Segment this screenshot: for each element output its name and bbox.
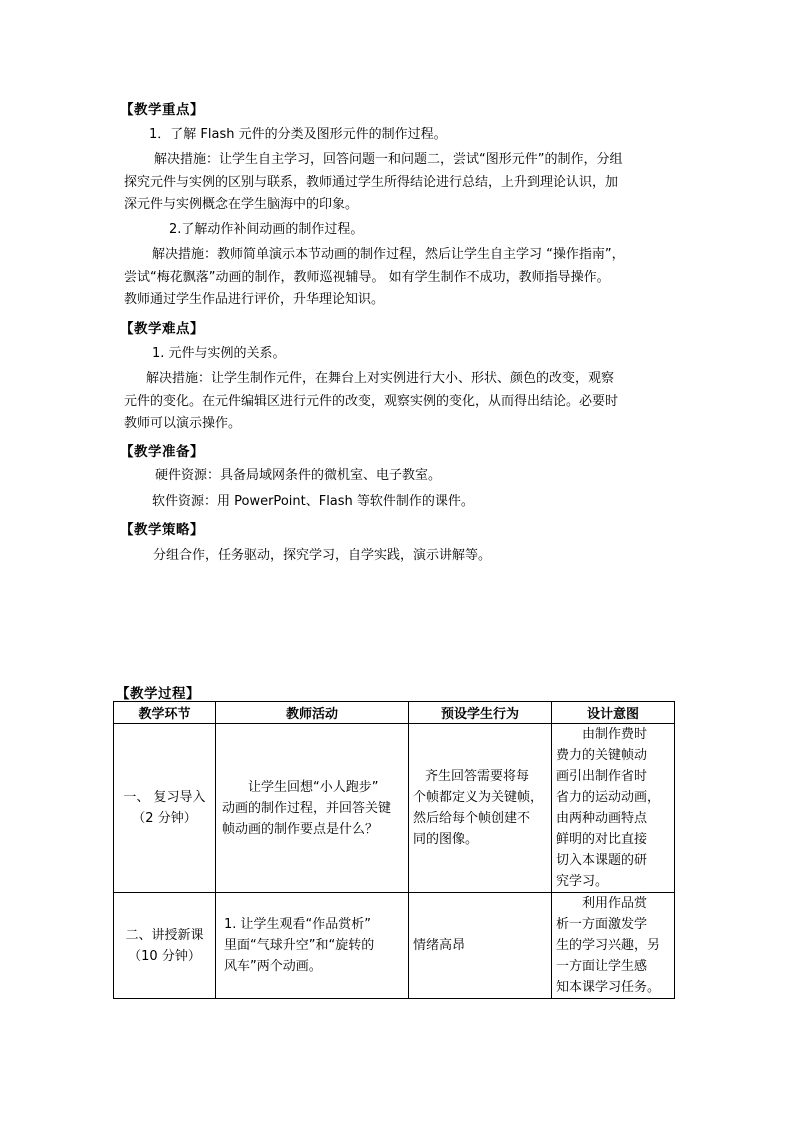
text-line: 动画的制作过程，并回答关键 bbox=[222, 800, 392, 816]
strategy-text: 分组合作，任务驱动，探究学习，自学实践，演示讲解等。 bbox=[153, 548, 492, 563]
text-line: 一、 复习导入 bbox=[123, 790, 206, 805]
text-line: 齐生回答需要将每 bbox=[425, 769, 530, 784]
process-table bbox=[113, 701, 675, 999]
text-line: 帧动画的制作要点是什么？ bbox=[222, 821, 379, 837]
text-line: （10 分钟） bbox=[128, 948, 201, 964]
text-line: 元件的变化。在元件编辑区进行元件的改变，观察实例的变化，从而得出结论。必要时 bbox=[124, 393, 619, 409]
difficulty-heading: 【教学难点】 bbox=[120, 321, 204, 337]
focus-item-2: 2.了解动作补间动画的制作过程。 bbox=[169, 222, 364, 237]
preparation-software: 软件资源：用 PowerPoint、Flash 等软件制作的课件。 bbox=[152, 494, 474, 509]
text-line: 析一方面激发学 bbox=[556, 917, 648, 932]
text-line: 解决措施：让学生制作元件，在舞台上对实例进行大小、形状、颜色的改变，观察 bbox=[146, 371, 615, 386]
text-line: 二、讲授新课 bbox=[125, 927, 204, 943]
table-header-row bbox=[114, 702, 675, 724]
focus-item-1: 1．了解 Flash 元件的分类及图形元件的制作过程。 bbox=[149, 127, 447, 142]
text-line: 深元件与实例概念在学生脑海中的印象。 bbox=[124, 197, 359, 212]
text-line: 解决措施：教师简单演示本节动画的制作过程，然后让学生自主学习 “操作指南”， bbox=[152, 247, 625, 262]
text-line: 生的学习兴趣，另 bbox=[556, 938, 661, 953]
student-behavior-cell bbox=[409, 893, 552, 999]
stage-cell bbox=[114, 724, 216, 893]
table-row bbox=[114, 893, 675, 999]
column-header: 设计意图 bbox=[552, 702, 675, 724]
column-header: 教师活动 bbox=[216, 702, 409, 724]
preparation-hardware: 硬件资源：具备局域网条件的微机室、电子教室。 bbox=[155, 468, 442, 483]
text-line: 然后给每个帧创建不 bbox=[413, 811, 531, 826]
text-line: 教师通过学生作品进行评价，升华理论知识。 bbox=[124, 292, 385, 307]
text-line: 切入本课题的研 bbox=[556, 853, 648, 868]
text-line: 情绪高昂 bbox=[413, 938, 466, 953]
text-line: 画引出制作省时 bbox=[556, 769, 648, 784]
preparation-heading: 【教学准备】 bbox=[120, 444, 204, 460]
text-line: 尝试“梅花飘落”动画的制作，教师巡视辅导。 如有学生制作不成功，教师指导操作。 bbox=[124, 269, 610, 285]
text-line: 知本课学习任务。 bbox=[556, 980, 661, 995]
text-line: 探究元件与实例的区别与联系，教师通过学生所得结论进行总结，上升到理论认识，加 bbox=[124, 174, 619, 190]
text-line: 解决措施：让学生自主学习，回答问题一和问题二，尝试“图形元件”的制作，分组 bbox=[154, 152, 623, 167]
column-header: 预设学生行为 bbox=[409, 702, 552, 724]
focus-item-2-measures bbox=[124, 244, 664, 312]
text-line: 风车”两个动画。 bbox=[224, 959, 322, 974]
teacher-activity-cell bbox=[216, 724, 409, 893]
strategy-heading: 【教学策略】 bbox=[120, 522, 204, 538]
student-behavior-cell bbox=[409, 724, 552, 893]
focus-item-1-measures bbox=[124, 149, 664, 217]
process-heading: 【教学过程】 bbox=[116, 686, 200, 702]
stage-cell bbox=[114, 893, 216, 999]
text-line: 费力的关键帧动 bbox=[556, 748, 648, 763]
text-line: 究学习。 bbox=[556, 874, 609, 889]
text-line: （2 分钟） bbox=[132, 811, 197, 826]
text-line: 个帧都定义为关键帧， bbox=[413, 790, 544, 805]
column-header: 教学环节 bbox=[114, 702, 216, 724]
text-line: 让学生回想“小人跑步” bbox=[248, 779, 379, 795]
teacher-activity-cell bbox=[216, 893, 409, 999]
difficulty-measures bbox=[124, 368, 664, 436]
table-row bbox=[114, 724, 675, 893]
text-line: 里面“气球升空”和“旋转的 bbox=[224, 938, 375, 953]
text-line: 鲜明的对比直接 bbox=[556, 832, 648, 847]
design-intent-cell bbox=[552, 893, 675, 999]
text-line: 省力的运动动画， bbox=[556, 790, 661, 805]
text-line: 由制作费时 bbox=[582, 727, 648, 742]
text-line: 同的图像。 bbox=[413, 832, 479, 847]
difficulty-item-1: 1. 元件与实例的关系。 bbox=[152, 346, 286, 361]
text-line: 教师可以演示操作。 bbox=[124, 416, 242, 431]
text-line: 1. 让学生观看“作品赏析” bbox=[224, 917, 372, 932]
text-line: 一方面让学生感 bbox=[556, 959, 648, 974]
design-intent-cell bbox=[552, 724, 675, 893]
focus-heading: 【教学重点】 bbox=[120, 102, 204, 118]
text-line: 由两种动画特点 bbox=[556, 811, 648, 826]
text-line: 利用作品赏 bbox=[582, 896, 648, 911]
